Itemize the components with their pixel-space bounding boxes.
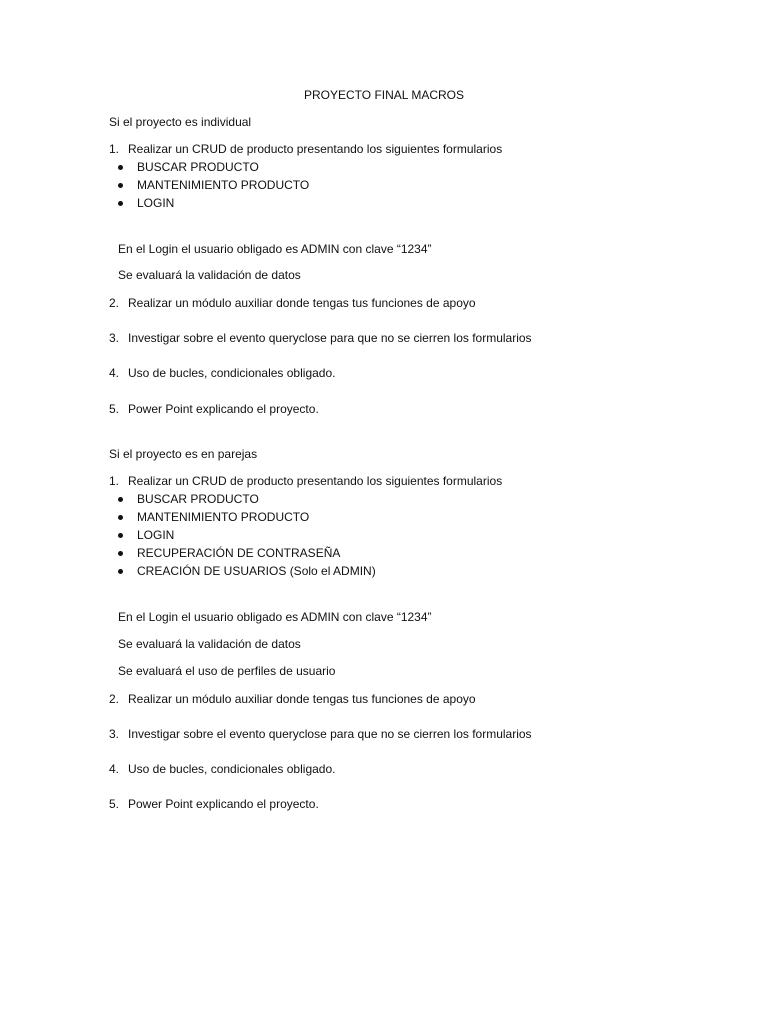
list-text: Uso de bucles, condicionales obligado. xyxy=(128,366,336,380)
bullet-text: MANTENIMIENTO PRODUCTO xyxy=(137,178,310,192)
bullet-icon xyxy=(118,551,123,556)
bullet-icon xyxy=(118,201,123,206)
list-number: 1. xyxy=(109,142,120,156)
bullet-text: RECUPERACIÓN DE CONTRASEÑA xyxy=(137,546,341,560)
list-item xyxy=(109,331,532,345)
bullet-item xyxy=(137,564,376,578)
note-text: En el Login el usuario obligado es ADMIN con clave “1234” xyxy=(118,610,432,624)
bullet-item xyxy=(137,178,309,192)
bullet-text: MANTENIMIENTO PRODUCTO xyxy=(137,510,310,524)
bullet-text: CREACIÓN DE USUARIOS (Solo el ADMIN) xyxy=(137,564,376,578)
list-text: Power Point explicando el proyecto. xyxy=(128,402,319,416)
list-number: 2. xyxy=(109,296,120,310)
note-text: En el Login el usuario obligado es ADMIN con clave “1234” xyxy=(118,242,432,256)
list-item xyxy=(109,797,319,811)
bullet-icon xyxy=(118,533,123,538)
list-number: 3. xyxy=(109,727,120,741)
note-text: Se evaluará la validación de datos xyxy=(118,637,301,651)
bullet-item xyxy=(137,546,340,560)
list-text: Realizar un CRUD de producto presentando los siguientes formularios xyxy=(128,474,503,488)
list-item xyxy=(109,296,476,310)
list-number: 5. xyxy=(109,797,120,811)
list-number: 1. xyxy=(109,474,120,488)
list-text: Power Point explicando el proyecto. xyxy=(128,797,319,811)
bullet-icon xyxy=(118,497,123,502)
document-title: PROYECTO FINAL MACROS xyxy=(303,88,465,102)
list-item xyxy=(109,402,319,416)
list-text: Investigar sobre el evento queryclose para que no se cierren los formularios xyxy=(128,331,532,345)
list-item xyxy=(109,727,532,741)
list-item xyxy=(109,474,502,488)
bullet-item xyxy=(137,510,309,524)
list-number: 4. xyxy=(109,762,120,776)
list-number: 2. xyxy=(109,692,120,706)
note-text: Se evaluará la validación de datos xyxy=(118,268,301,282)
bullet-icon xyxy=(118,183,123,188)
list-number: 4. xyxy=(109,366,120,380)
bullet-item xyxy=(137,160,259,174)
list-item xyxy=(109,366,335,380)
bullet-icon xyxy=(118,515,123,520)
list-text: Realizar un módulo auxiliar donde tengas tus funciones de apoyo xyxy=(128,296,476,310)
bullet-text: LOGIN xyxy=(137,528,175,542)
note-text: Se evaluará el uso de perfiles de usuario xyxy=(118,664,336,678)
list-item xyxy=(109,142,502,156)
list-item xyxy=(109,692,476,706)
bullet-icon xyxy=(118,569,123,574)
bullet-item xyxy=(137,492,259,506)
list-text: Investigar sobre el evento queryclose para que no se cierren los formularios xyxy=(128,727,532,741)
list-text: Realizar un módulo auxiliar donde tengas tus funciones de apoyo xyxy=(128,692,476,706)
bullet-text: BUSCAR PRODUCTO xyxy=(137,492,259,506)
bullet-text: BUSCAR PRODUCTO xyxy=(137,160,259,174)
bullet-text: LOGIN xyxy=(137,196,175,210)
list-item xyxy=(109,762,335,776)
list-text: Realizar un CRUD de producto presentando los siguientes formularios xyxy=(128,142,503,156)
section-heading-parejas: Si el proyecto es en parejas xyxy=(109,447,258,461)
section-heading-individual: Si el proyecto es individual xyxy=(109,115,252,129)
bullet-item xyxy=(137,528,174,542)
bullet-item xyxy=(137,196,174,210)
list-number: 5. xyxy=(109,402,120,416)
bullet-icon xyxy=(118,165,123,170)
list-text: Uso de bucles, condicionales obligado. xyxy=(128,762,336,776)
list-number: 3. xyxy=(109,331,120,345)
